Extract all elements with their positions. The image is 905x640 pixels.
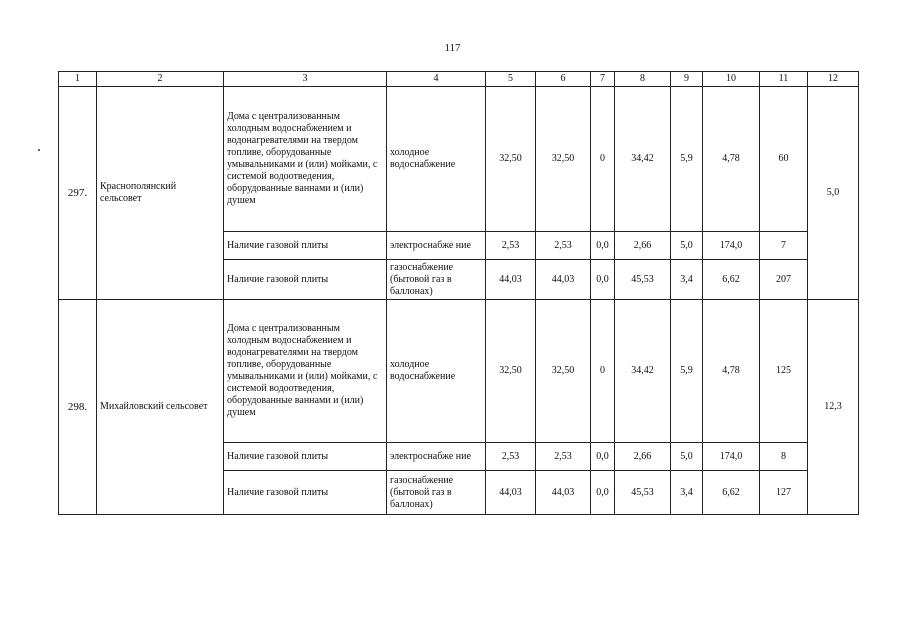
column-header: 11 — [760, 72, 808, 87]
table-row — [59, 300, 859, 443]
cell-col10: 174,0 — [703, 232, 760, 260]
row-index: 298. — [59, 300, 97, 515]
housing-description: Дома с централизованным холодным водоснабжением и водонагревателями на твердом топливе, оборудованные умывальниками и (или) мойками, с системой водоотведения, оборудованные ваннами и (или) душем — [224, 300, 387, 443]
cell-col10: 6,62 — [703, 471, 760, 515]
column-header: 5 — [486, 72, 536, 87]
column-header: 3 — [224, 72, 387, 87]
cell-col12: 12,3 — [808, 300, 859, 515]
cell-col11: 125 — [760, 300, 808, 443]
cell-col6: 44,03 — [536, 260, 591, 300]
cell-col6: 44,03 — [536, 471, 591, 515]
cell-col8: 34,42 — [615, 300, 671, 443]
column-header: 7 — [591, 72, 615, 87]
housing-description: Наличие газовой плиты — [224, 443, 387, 471]
cell-col9: 5,9 — [671, 87, 703, 232]
cell-col8: 2,66 — [615, 232, 671, 260]
cell-col9: 3,4 — [671, 260, 703, 300]
cell-col9: 5,0 — [671, 443, 703, 471]
cell-col5: 2,53 — [486, 232, 536, 260]
column-header: 6 — [536, 72, 591, 87]
cell-col11: 207 — [760, 260, 808, 300]
cell-col11: 7 — [760, 232, 808, 260]
tariff-table — [58, 71, 859, 515]
cell-col5: 32,50 — [486, 87, 536, 232]
cell-col9: 3,4 — [671, 471, 703, 515]
cell-col9: 5,0 — [671, 232, 703, 260]
row-index: 297. — [59, 87, 97, 300]
cell-col10: 6,62 — [703, 260, 760, 300]
cell-col6: 32,50 — [536, 87, 591, 232]
column-header: 8 — [615, 72, 671, 87]
cell-col12: 5,0 — [808, 87, 859, 300]
settlement-name: Михайловский сельсовет — [97, 300, 224, 515]
page-number: 117 — [444, 42, 461, 54]
column-header: 4 — [387, 72, 486, 87]
cell-col6: 2,53 — [536, 443, 591, 471]
cell-col11: 127 — [760, 471, 808, 515]
cell-col11: 8 — [760, 443, 808, 471]
housing-description: Дома с централизованным холодным водоснабжением и водонагревателями на твердом топливе, оборудованные умывальниками и (или) мойками, с системой водоотведения, оборудованные ваннами и (или) душем — [224, 87, 387, 232]
column-header: 2 — [97, 72, 224, 87]
cell-col8: 2,66 — [615, 443, 671, 471]
cell-col7: 0 — [591, 87, 615, 232]
cell-col11: 60 — [760, 87, 808, 232]
table-row — [59, 87, 859, 232]
header-row — [59, 72, 859, 87]
service-type: газоснабжение (бытовой газ в баллонах) — [387, 471, 486, 515]
service-type: холодное водоснабжение — [387, 87, 486, 232]
cell-col8: 45,53 — [615, 471, 671, 515]
cell-col6: 32,50 — [536, 300, 591, 443]
cell-col10: 174,0 — [703, 443, 760, 471]
cell-col9: 5,9 — [671, 300, 703, 443]
housing-description: Наличие газовой плиты — [224, 260, 387, 300]
cell-col5: 2,53 — [486, 443, 536, 471]
cell-col10: 4,78 — [703, 300, 760, 443]
settlement-name: Краснополянский сельсовет — [97, 87, 224, 300]
column-header: 10 — [703, 72, 760, 87]
cell-col7: 0,0 — [591, 260, 615, 300]
cell-col5: 44,03 — [486, 260, 536, 300]
housing-description: Наличие газовой плиты — [224, 471, 387, 515]
column-header: 9 — [671, 72, 703, 87]
column-header: 1 — [59, 72, 97, 87]
cell-col8: 34,42 — [615, 87, 671, 232]
cell-col7: 0,0 — [591, 471, 615, 515]
service-type: холодное водоснабжение — [387, 300, 486, 443]
cell-col7: 0 — [591, 300, 615, 443]
service-type: электроснабже ние — [387, 443, 486, 471]
cell-col5: 44,03 — [486, 471, 536, 515]
cell-col5: 32,50 — [486, 300, 536, 443]
service-type: газоснабжение (бытовой газ в баллонах) — [387, 260, 486, 300]
cell-col6: 2,53 — [536, 232, 591, 260]
column-header: 12 — [808, 72, 859, 87]
cell-col7: 0,0 — [591, 443, 615, 471]
scan-speck — [38, 149, 40, 151]
cell-col7: 0,0 — [591, 232, 615, 260]
housing-description: Наличие газовой плиты — [224, 232, 387, 260]
cell-col10: 4,78 — [703, 87, 760, 232]
service-type: электроснабже ние — [387, 232, 486, 260]
cell-col8: 45,53 — [615, 260, 671, 300]
